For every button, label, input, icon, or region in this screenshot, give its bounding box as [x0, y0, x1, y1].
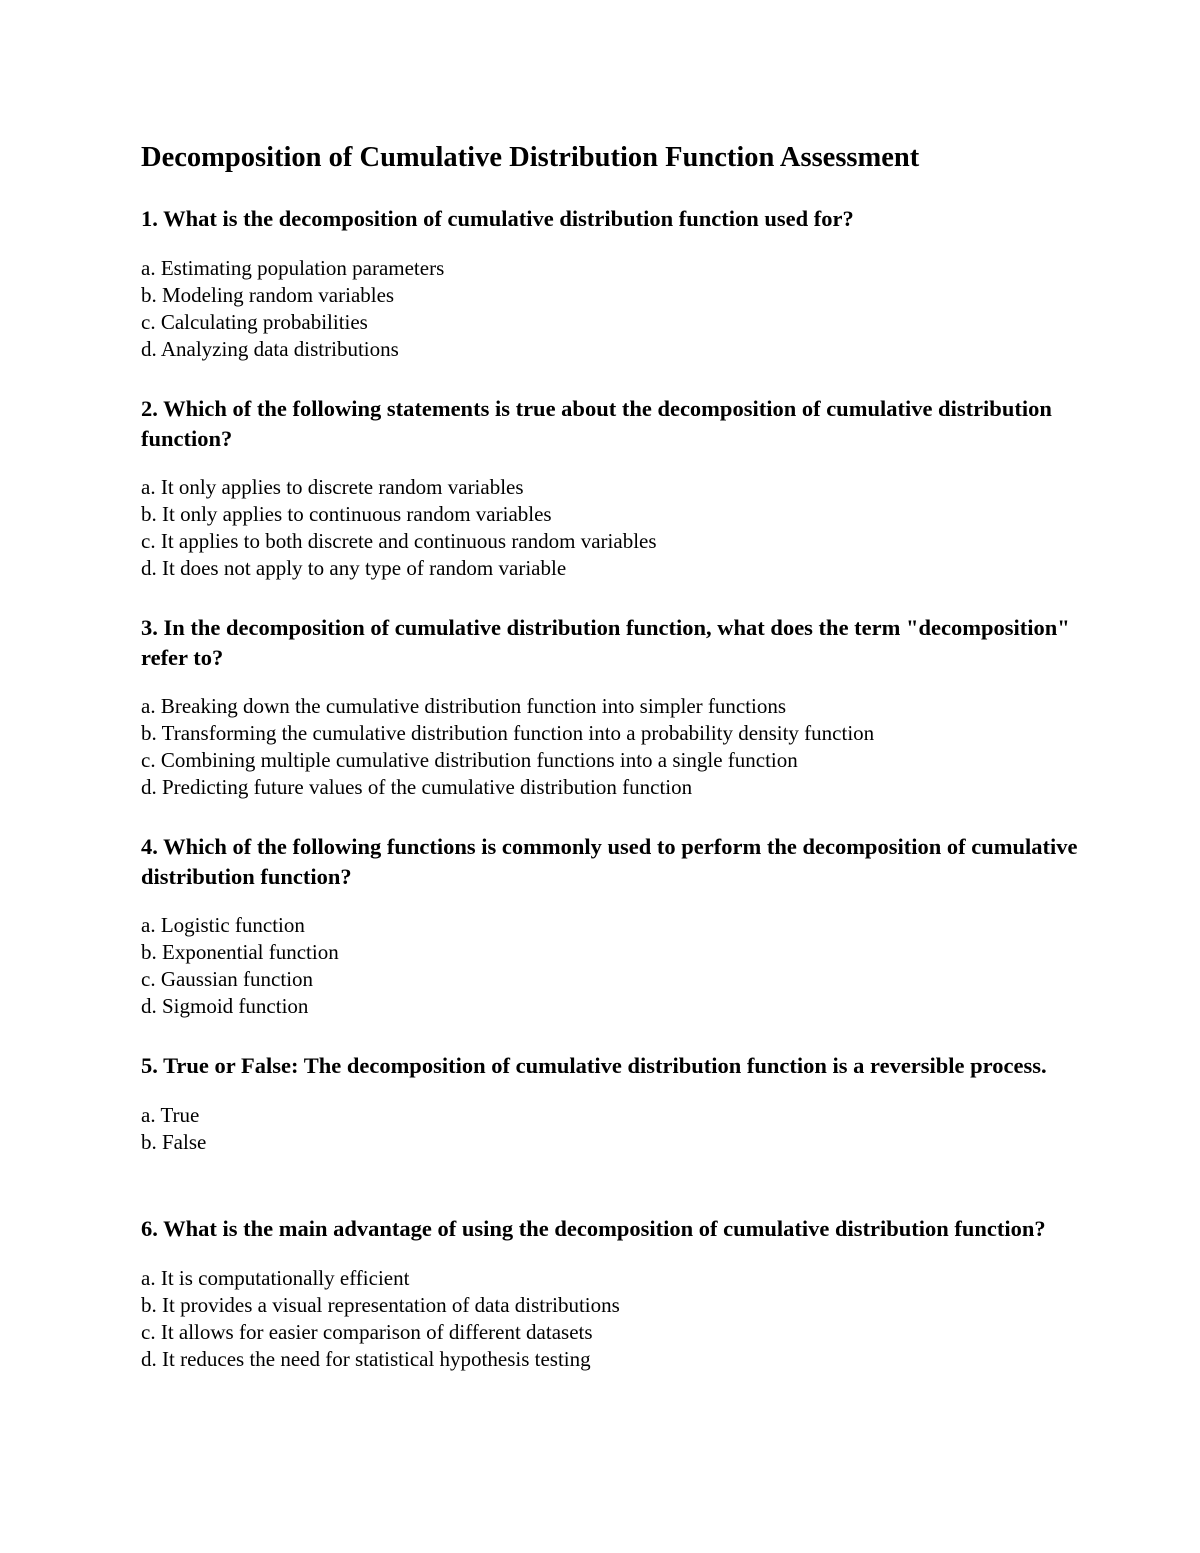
- answer-option: b. False: [141, 1129, 207, 1154]
- question-4: [141, 832, 1101, 1020]
- question-text: [141, 613, 1101, 672]
- question-number: 2.: [141, 396, 158, 421]
- question-text: [141, 1051, 1101, 1081]
- document-title: Decomposition of Cumulative Distribution Function Assessment: [141, 142, 920, 173]
- answer-option: a. Estimating population parameters: [141, 255, 445, 280]
- answer-option: a. It only applies to discrete random variables: [141, 475, 524, 499]
- question-text: [141, 832, 1101, 891]
- question-5: [141, 1051, 1101, 1156]
- question-text: [141, 204, 1101, 234]
- question-3: [141, 613, 1101, 801]
- question-prompt: What is the main advantage of using the decomposition of cumulative distribution function?: [163, 1216, 1046, 1241]
- answer-option: a. Logistic function: [141, 913, 305, 937]
- question-prompt: What is the decomposition of cumulative distribution function used for?: [163, 206, 854, 231]
- answer-option: b. Exponential function: [141, 940, 339, 964]
- answer-option: a. It is computationally efficient: [141, 1265, 410, 1290]
- answer-option: d. It reduces the need for statistical hypothesis testing: [141, 1346, 591, 1371]
- question-number: 5.: [141, 1053, 158, 1078]
- answer-option: d. Predicting future values of the cumulative distribution function: [141, 775, 693, 799]
- question-1: [141, 204, 1101, 363]
- question-number: 6.: [141, 1216, 158, 1241]
- answer-option: b. Modeling random variables: [141, 282, 395, 307]
- answer-option: c. Combining multiple cumulative distribution functions into a single function: [141, 748, 798, 772]
- answer-option: a. True: [141, 1102, 200, 1127]
- answer-option: c. Calculating probabilities: [141, 309, 368, 334]
- answer-option: d. It does not apply to any type of random variable: [141, 556, 567, 580]
- question-prompt: In the decomposition of cumulative distribution function, what does the term "decomposition" refer to?: [141, 615, 1070, 670]
- answer-options: [141, 912, 1101, 1020]
- question-6: [141, 1214, 1101, 1373]
- answer-option: b. It only applies to continuous random variables: [141, 502, 552, 526]
- answer-options: [141, 693, 1101, 801]
- question-number: 4.: [141, 834, 158, 859]
- answer-options: [141, 1102, 1101, 1156]
- answer-option: a. Breaking down the cumulative distribution function into simpler functions: [141, 694, 787, 718]
- answer-options: [141, 255, 1101, 363]
- question-number: 1.: [141, 206, 158, 231]
- answer-option: d. Analyzing data distributions: [141, 336, 399, 361]
- question-prompt: Which of the following functions is commonly used to perform the decomposition of cumulative distribution function?: [141, 834, 1078, 889]
- question-prompt: True or False: The decomposition of cumulative distribution function is a reversible process.: [163, 1053, 1047, 1078]
- question-text: [141, 394, 1101, 453]
- question-prompt: Which of the following statements is true about the decomposition of cumulative distribution function?: [141, 396, 1052, 451]
- question-number: 3.: [141, 615, 158, 640]
- answer-option: b. Transforming the cumulative distribution function into a probability density function: [141, 721, 875, 745]
- answer-options: [141, 474, 1101, 582]
- question-text: [141, 1214, 1101, 1244]
- answer-option: d. Sigmoid function: [141, 994, 309, 1018]
- answer-option: b. It provides a visual representation of data distributions: [141, 1292, 620, 1317]
- answer-option: c. Gaussian function: [141, 967, 314, 991]
- answer-options: [141, 1265, 1101, 1373]
- question-2: [141, 394, 1101, 582]
- answer-option: c. It allows for easier comparison of different datasets: [141, 1319, 593, 1344]
- answer-option: c. It applies to both discrete and continuous random variables: [141, 529, 657, 553]
